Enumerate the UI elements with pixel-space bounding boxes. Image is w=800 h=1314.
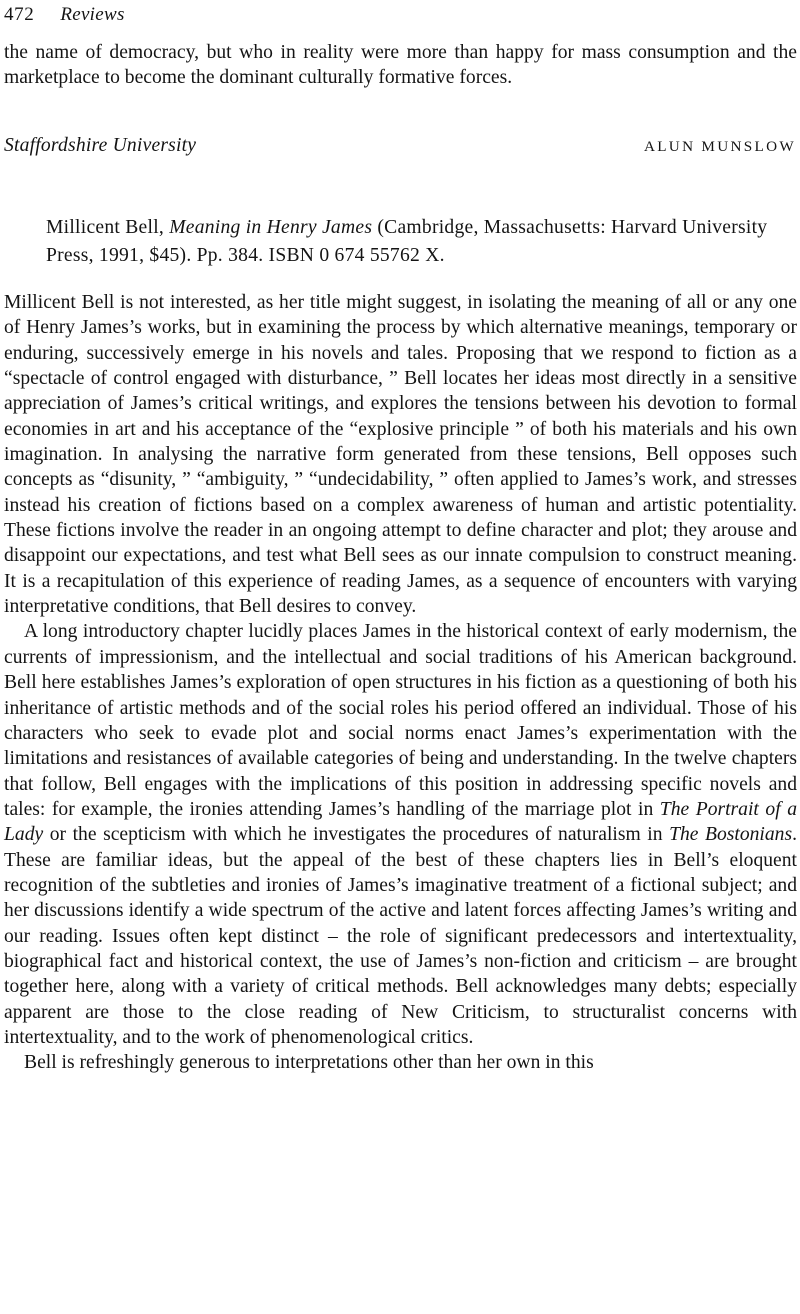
continued-paragraph-block (4, 40, 797, 91)
review-paragraph-2-segment-3: . These are familiar ideas, but the appeal of the best of these chapters lies in Bell’s eloquent recognition of the subtleties and ironies of James’s imaginative treatment of a fictional subject; and her discussions identify a wide spectrum of the active and latent forces affecting James’s writing and our reading. Issues often kept distinct – the role of significant predecessors and intertextuality, biographical fact and historical context, the use of James’s non-fiction and criticism – are brought together here, along with a variety of critical methods. Bell acknowledges many debts; especially apparent are those to the close reading of New Criticism, to structuralist concerns with intertextuality, and to the work of phenomenological critics. (4, 824, 797, 1048)
work-title-portrait-of-a-lady: The Portrait of a Lady (4, 798, 797, 846)
book-citation (46, 214, 792, 270)
citation-author: Millicent Bell, (46, 217, 170, 238)
citation-book-title: Meaning in Henry James (169, 217, 373, 238)
continued-paragraph-text: the name of democracy, but who in reality were more than happy for mass consumption and the marketplace to become the dominant culturally formative forces. (4, 42, 797, 89)
citation-imprint: (Cambridge, Massachusetts: Harvard University Press, 1991, $45). Pp. 384. ISBN 0 674 55762 X. (46, 217, 768, 266)
running-head-title: Reviews (60, 4, 125, 25)
reviewer-affiliation: Staffordshire University (4, 135, 197, 156)
review-paragraph-2 (4, 619, 797, 1050)
review-paragraph-2-segment-1: A long introductory chapter lucidly places James in the historical context of early modernism, the currents of impressionism, and the intellectual and social traditions of his American background. Bell here establishes James’s exploration of open structures in his fiction as a questioning of both his inheritance of artistic methods and of the social roles his period offered an individual. Those of his characters who seek to evade plot and social norms enact James’s experimentation with the limitations and resistances of available categories of being and understanding. In the twelve chapters that follow, Bell engages with the implications of this position in addressing specific novels and tales: for example, the ironies attending James’s handling of the marriage plot in (4, 621, 797, 820)
review-signature (4, 135, 797, 163)
review-body (4, 290, 797, 1076)
review-paragraph-3: Bell is refreshingly generous to interpretations other than her own in this (24, 1052, 594, 1074)
page-folio-number: 472 (4, 4, 35, 25)
work-title-the-bostonians: The Bostonians (669, 824, 793, 846)
reviewer-name: ALUN MUNSLOW (643, 138, 796, 155)
running-head (4, 4, 796, 30)
review-paragraph-1: Millicent Bell is not interested, as her title might suggest, in isolating the meaning of all or any one of Henry James’s works, but in examining the process by which alternative meanings, temporary or enduring, successively emerge in his novels and tales. Proposing that we respond to fiction as a “spectacle of control engaged with disturbance, ” Bell locates her ideas most directly in a sensitive appreciation of James’s critical writings, and explores the tensions between his devotion to formal economies in art and his acceptance of the “explosive principle ” of both his materials and his own imagination. In analysing the narrative form generated from these tensions, Bell opposes such concepts as “disunity, ” “ambiguity, ” “undecidability, ” often applied to James’s work, and stresses instead his creation of fictions based on a complex awareness of human and artistic potentiality. These fictions involve the reader in an ongoing attempt to define character and plot; they arouse and disappoint our expectations, and test what Bell sees as our innate compulsion to construct meaning. It is a recapitulation of this experience of reading James, as a sequence of encounters with varying interpretative conditions, that Bell desires to convey. (4, 292, 797, 618)
review-paragraph-2-segment-2: or the scepticism with which he investigates the procedures of naturalism in (43, 824, 670, 846)
